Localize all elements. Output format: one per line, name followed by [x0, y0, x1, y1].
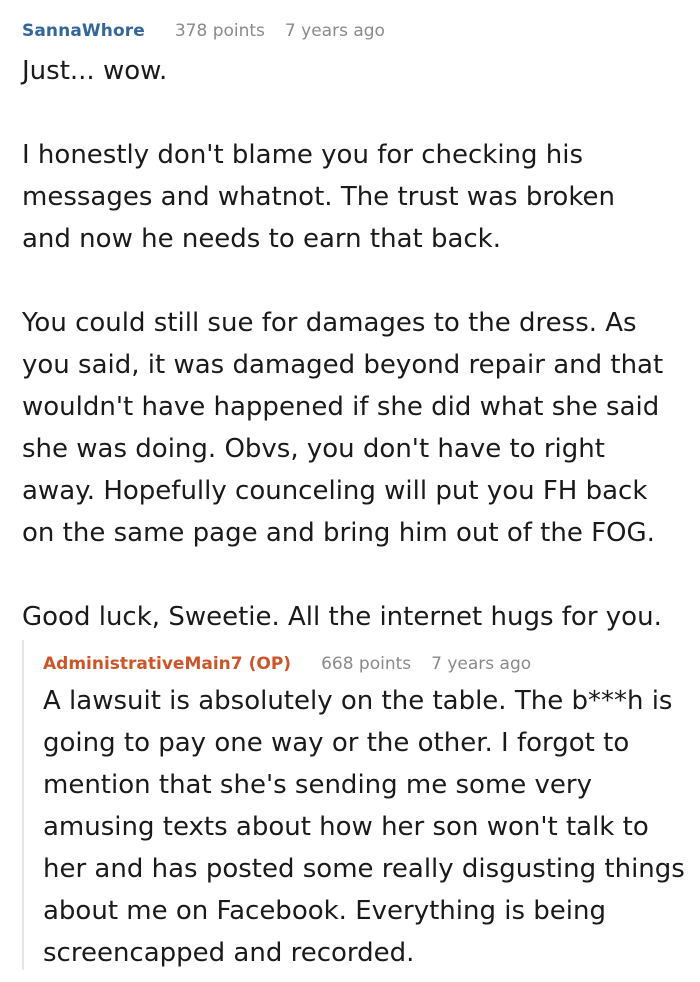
comment-paragraph-1 — [22, 50, 698, 92]
comment-text-line: wouldn't have happened if she did what she said — [22, 392, 660, 422]
comment-paragraph-4 — [22, 596, 698, 638]
comment-author-link[interactable]: SannaWhore — [22, 21, 145, 41]
comment-text-line: and now he needs to earn that back. — [22, 224, 502, 254]
comment-text-line: Just... wow. — [22, 56, 168, 86]
comment-text-line: away. Hopefully counceling will put you FH back — [22, 476, 648, 506]
comment-paragraph-3 — [22, 302, 698, 554]
reply-text-line: going to pay one way or the other. I forgot to — [43, 728, 630, 758]
reply-author-link[interactable]: AdministrativeMain7 — [43, 654, 243, 674]
reply-body — [43, 680, 698, 974]
reply-text-line: about me on Facebook. Everything is being — [43, 896, 606, 926]
comment-text-line: she was doing. Obvs, you don't have to right — [22, 434, 605, 464]
comment-paragraph-2 — [22, 134, 698, 260]
comment-text-line: I honestly don't blame you for checking his — [22, 140, 584, 170]
comment-text-line: You could still sue for damages to the dress. As — [22, 308, 637, 338]
comment-meta — [22, 19, 385, 43]
reply-thread — [22, 640, 700, 970]
comment-text-line: on the same page and bring him out of the FOG. — [22, 518, 655, 548]
comment-body — [22, 50, 698, 638]
thread-line[interactable] — [22, 640, 24, 970]
reply-meta — [43, 652, 531, 676]
reply-points: 668 points — [321, 654, 412, 674]
op-badge: (OP) — [248, 654, 292, 674]
reply-timestamp[interactable]: 7 years ago — [431, 654, 532, 674]
reply-text-line: screencapped and recorded. — [43, 938, 415, 968]
comment-text-line: messages and whatnot. The trust was broken — [22, 182, 615, 212]
comment-timestamp[interactable]: 7 years ago — [284, 21, 385, 41]
comment-points: 378 points — [174, 21, 265, 41]
reply-text-line: her and has posted some really disgusting things — [43, 854, 685, 884]
reply-text-line: mention that she's sending me some very — [43, 770, 592, 800]
reply-text-line: A lawsuit is absolutely on the table. The b***h is — [43, 686, 673, 716]
comment-text-line: Good luck, Sweetie. All the internet hugs for you. — [22, 602, 662, 632]
comment-text-line: you said, it was damaged beyond repair and that — [22, 350, 664, 380]
reply-text-line: amusing texts about how her son won't talk to — [43, 812, 649, 842]
